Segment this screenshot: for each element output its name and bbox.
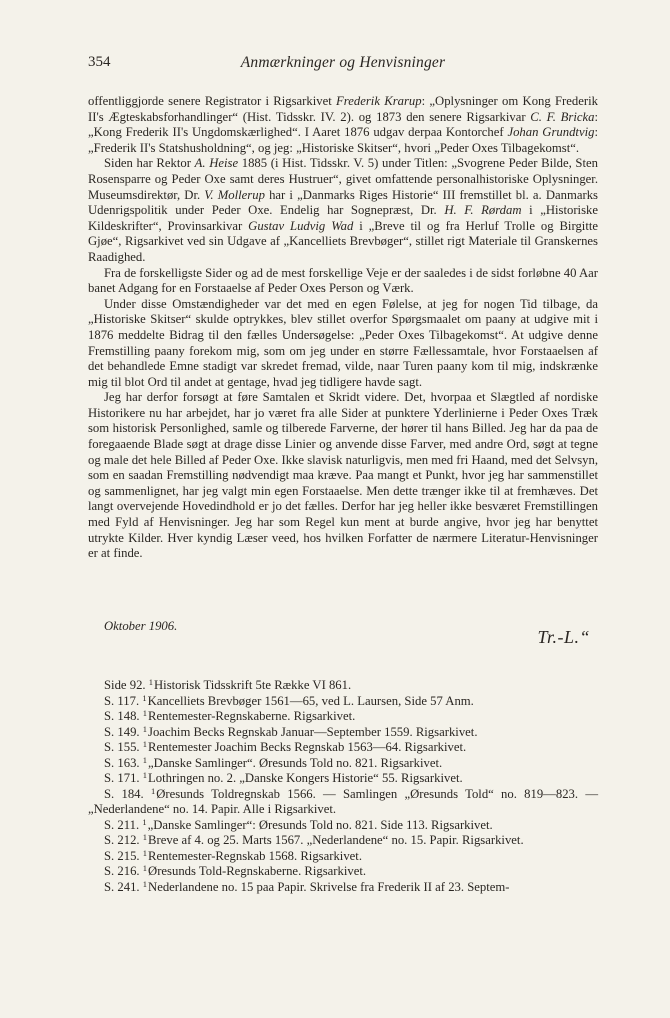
italic-name: Johan Grundtvig	[507, 125, 595, 140]
text-run: i „Historiske Kildeskrifter“, Provinsarkivar	[88, 203, 598, 233]
footnote-mark: 1	[148, 677, 154, 687]
footnote-mark: 1	[142, 754, 148, 765]
note-text: Breve af 4. og 25. Marts 1567. „Nederlandene“ no. 15. Papir. Rigsarkivet.	[148, 833, 524, 847]
note-text: Nederlandene no. 15 paa Papir. Skrivelse fra Frederik II af 23. Septem-	[148, 879, 510, 894]
footnote-mark: 1	[142, 708, 148, 718]
note-text: Historisk Tidsskrift 5te Række VI 861.	[154, 678, 352, 692]
note-text: Rentemester-Regnskab 1568. Rigsarkivet.	[148, 848, 363, 863]
note-text: Øresunds Toldregnskab 1566. — Samlingen „Øresunds Told“ no. 819—823. — „Nederlandene“ no. 14. Papir. Alle i Rigsarkivet.	[88, 786, 599, 816]
note-reference: S. 211.	[104, 817, 140, 832]
note-reference: S. 155.	[104, 740, 140, 754]
footnote-mark: 1	[142, 816, 147, 827]
text-run: Fra de forskelligste Sider og ad de mest forskellige Veje er der saaledes i de sidst forløbne 40 Aar banet Adgang for en Forstaaelse af Peder Oxes Person og Værk.	[88, 265, 598, 296]
body-text	[88, 94, 598, 562]
body-paragraph	[88, 94, 598, 156]
italic-name: Frederik Krarup	[336, 94, 422, 108]
note-item	[88, 694, 598, 710]
footnote-mark: 1	[142, 739, 148, 749]
body-paragraph	[88, 390, 598, 562]
text-run: Jeg har derfor forsøgt at føre Samtalen et Skridt videre. Det, hvorpaa et Slægtled af nordiske Historikere nu har arbejdet, har jo været fra alle Sider at punktere Yderlinierne i Peder Oxes Træk som historisk Personlighed, samle og tilberede Farverne, der hører til hans Billed. Jeg har da paa de foregaaende Blade søgt at drage disse Linier og anvende disse Farver, med andre Ord, søgt at tegne og male det hele Billed af Peder Oxe. Ikke slavisk naturligvis, men med fri Haand, med det Selvsyn, som en saadan Fremstilling nødvendigt maa kræve. Paa mangt et Punkt, hvor jeg har sammenstillet og sammenlignet, har jeg valgt min egen Forstaaelse. Men dette trænger ikke til at fremhæves. Det langt overvejende Hovedindhold er jo det fælles. Derfor har jeg heller ikke besværet Fremstillingen med Fyld af Henvisninger. Jeg har som Regel kun ment at burde angive, hvor jeg har benyttet utrykte Kilder. Hver kyndig Læser veed, hos hvilken Forfatter de nærmere Literatur-Henvisninger er at finde.	[88, 390, 598, 561]
italic-name: C. F. Bricka	[530, 109, 595, 124]
note-text: Joachim Becks Regnskab Januar—September 1559. Rigsarkivet.	[148, 724, 478, 739]
note-reference: S. 241.	[104, 879, 140, 894]
body-paragraph	[88, 297, 598, 391]
footnote-mark: 1	[142, 832, 148, 842]
note-item	[88, 818, 598, 834]
footnote-mark: 1	[142, 847, 148, 858]
signature: Tr.-L.“	[537, 627, 590, 647]
note-reference: S. 148.	[104, 709, 140, 723]
text-run: : „Frederik II's Statshusholdning“, og jeg: „Historiske Skitser“, hvori „Peder Oxes Tilbagekomst“.	[88, 125, 598, 155]
note-item	[88, 709, 598, 725]
note-item	[88, 725, 598, 741]
dateline: Oktober 1906.	[104, 619, 178, 633]
footnote-mark: 1	[142, 770, 148, 780]
note-text: Rentemester Joachim Becks Regnskab 1563—64. Rigsarkivet.	[148, 740, 467, 754]
note-reference: S. 149.	[104, 724, 140, 739]
text-run: 1885 (i Hist. Tidsskr. V. 5) under Titlen: „Svogrene Peder Bilde, Sten Rosensparre og Peder Oxe samt deres Hustruer“, givet omfattende personalhistoriske Oplysninger. Museumsdirektør, Dr.	[88, 156, 598, 202]
note-reference: S. 163.	[104, 755, 140, 770]
note-text: „Danske Samlinger“: Øresunds Told no. 821. Side 113. Rigsarkivet.	[147, 817, 493, 832]
footnote-mark: 1	[142, 878, 148, 889]
note-text: Rentemester-Regnskaberne. Rigsarkivet.	[148, 709, 356, 723]
note-reference: Side 92.	[104, 678, 146, 692]
body-paragraph	[88, 156, 598, 265]
note-reference: S. 215.	[104, 848, 140, 863]
note-item	[88, 740, 598, 756]
note-reference: S. 212.	[104, 833, 140, 847]
note-item	[88, 849, 598, 865]
page-header	[88, 54, 598, 76]
note-reference: S. 117.	[104, 693, 140, 708]
note-item	[88, 771, 598, 787]
note-item	[88, 756, 598, 772]
text-run: : „Kong Frederik II's Ungdomskærlighed“. I Aaret 1876 udgav derpaa Kontorchef	[88, 109, 598, 140]
note-reference: S. 184.	[104, 786, 144, 801]
footnote-mark: 1	[150, 785, 156, 796]
footnote-mark: 1	[142, 692, 147, 703]
footnote-mark: 1	[142, 723, 148, 734]
note-text: Kancelliets Brevbøger 1561—65, ved L. Laursen, Side 57 Anm.	[147, 693, 474, 708]
note-text: Lothringen no. 2. „Danske Kongers Historie“ 55. Rigsarkivet.	[148, 771, 463, 785]
note-reference: S. 171.	[104, 771, 140, 785]
note-item	[88, 880, 598, 896]
note-text: Øresunds Told-Regnskaberne. Rigsarkivet.	[148, 864, 367, 878]
note-item	[88, 787, 598, 818]
body-paragraph	[88, 266, 598, 297]
note-item	[88, 678, 598, 694]
note-item	[88, 864, 598, 880]
note-reference: S. 216.	[104, 864, 140, 878]
text-run: Siden har Rektor	[104, 156, 195, 171]
italic-name: Gustav Ludvig Wad	[248, 218, 354, 233]
footnote-mark: 1	[142, 863, 148, 873]
text-run: har i „Danmarks Riges Historie“ III fremstillet bl. a. Danmarks Udenrigspolitik under Peder Oxe. Endelig har Sognepræst, Dr.	[88, 187, 598, 218]
page-number: 354	[88, 54, 111, 70]
running-head: Anmærkninger og Henvisninger	[240, 54, 446, 71]
italic-name: A. Heise	[194, 156, 239, 171]
notes-section	[88, 678, 598, 895]
italic-name: H. F. Rørdam	[444, 203, 522, 218]
text-run: : „Oplysninger om Kong Frederik II's Ægteskabsforhandlinger“ (Hist. Tidsskr. IV. 2). og 1873 den senere Rigsarkivar	[88, 94, 598, 124]
text-run: i „Breve til og fra Herluf Trolle og Birgitte Gjøe“, Rigsarkivet ved sin Udgave af „Kancelliets Brevbøger“, stillet rigt Materiale til Granskernes Raadighed.	[88, 218, 599, 264]
note-text: „Danske Samlinger“. Øresunds Told no. 821. Rigsarkivet.	[148, 755, 443, 770]
text-run: offentliggjorde senere Registrator i Rigsarkivet	[88, 94, 337, 108]
italic-name: V. Mollerup	[204, 187, 265, 202]
note-item	[88, 833, 598, 849]
text-run: Under disse Omstændigheder var det med en egen Følelse, at jeg for nogen Tid tilbage, da „Historiske Skitser“ skulde optrykkes, blev stillet overfor Spørgsmaalet om paany at udgive mit i 1876 meddelte Bidrag til den fælles Undersøgelse: „Peder Oxes Tilbagekomst“. At udgive denne Fremstilling paany forekom mig, som om jeg under en større Fællessamtale, hvor Forstaaelsen af det behandlede Emne stadigt var skredet fremad, vilde, naar Turen paany kom til mig, indskrænke mig til blot Ord til andet at gentage, hvad jeg tidligere havde sagt.	[88, 296, 598, 389]
